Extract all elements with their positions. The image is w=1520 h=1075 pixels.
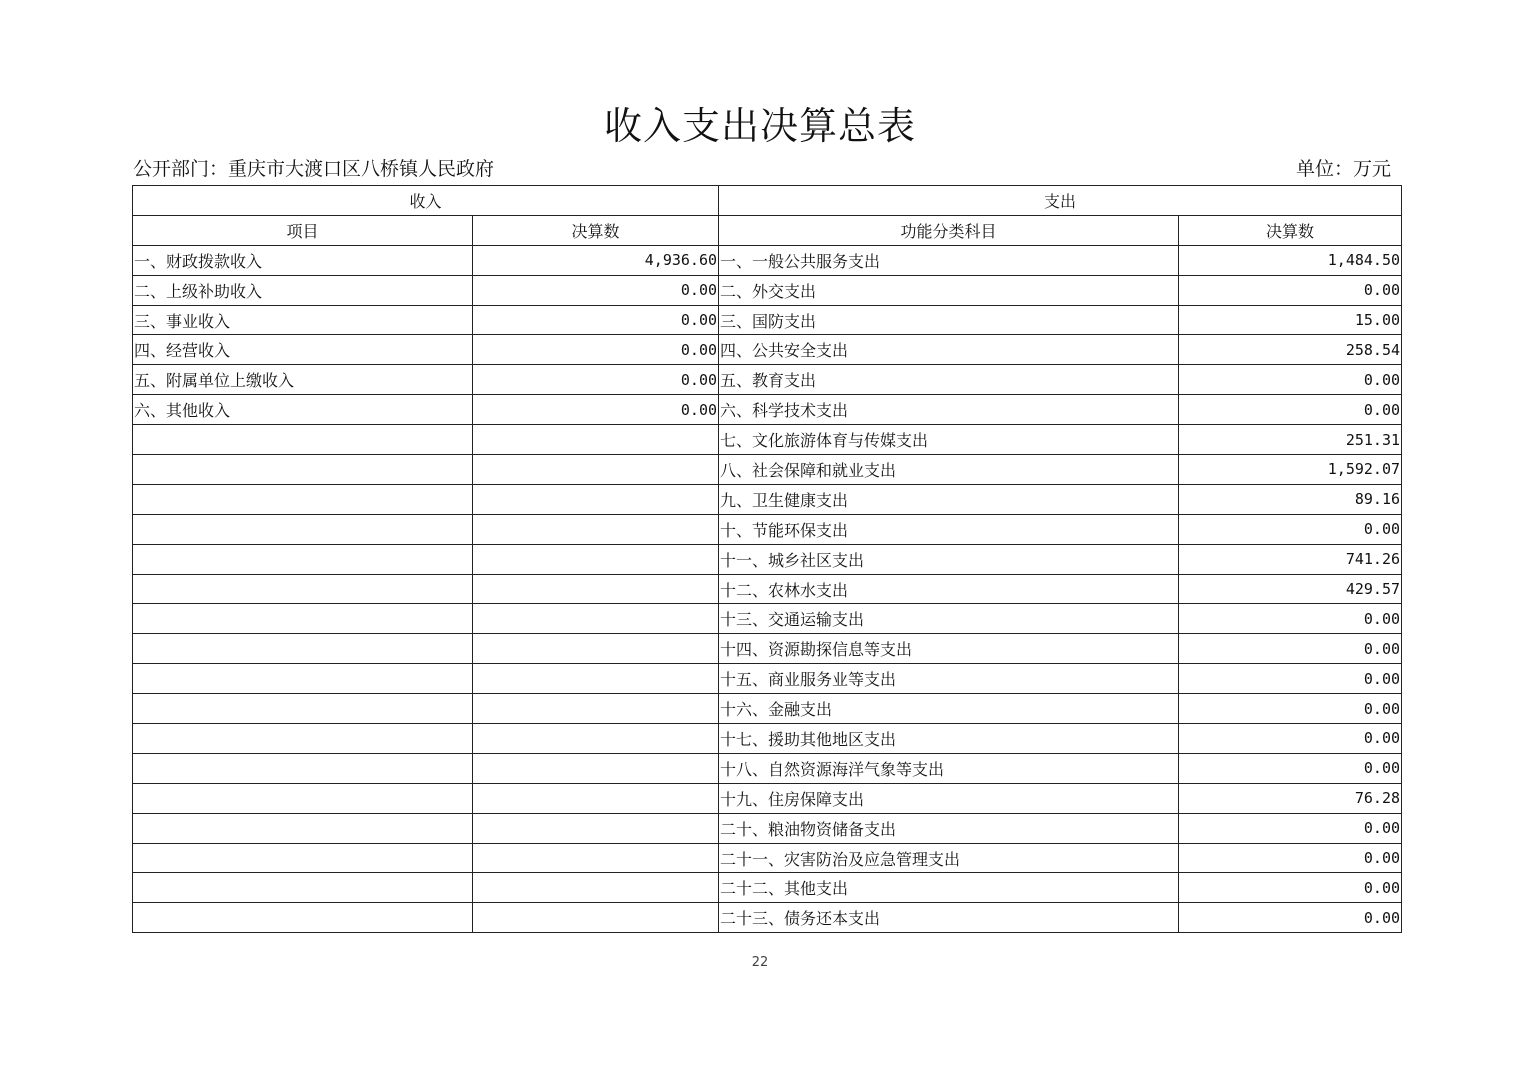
expense-item-cell: 三、国防支出: [719, 305, 1179, 335]
table-row: [133, 245, 1402, 275]
income-amount-cell: [473, 813, 719, 843]
unit-label: 单位：万元: [1295, 158, 1391, 180]
expense-group-header: 支出: [719, 186, 1402, 216]
income-item-cell: [133, 783, 473, 813]
income-item-cell: [133, 843, 473, 873]
expense-amount-cell: 429.57: [1179, 574, 1402, 604]
income-amount-cell: [473, 455, 719, 485]
table-row: [133, 903, 1402, 933]
expense-amount-cell: 251.31: [1179, 425, 1402, 455]
income-amount-cell: 0.00: [473, 335, 719, 365]
income-item-cell: [133, 813, 473, 843]
income-item-header: 项目: [133, 215, 473, 245]
income-amount-cell: [473, 903, 719, 933]
income-amount-header: 决算数: [473, 215, 719, 245]
income-item-cell: 四、经营收入: [133, 335, 473, 365]
expense-amount-cell: 0.00: [1179, 873, 1402, 903]
table-row: [133, 873, 1402, 903]
income-amount-cell: [473, 843, 719, 873]
expense-item-cell: 八、社会保障和就业支出: [719, 455, 1179, 485]
expense-amount-cell: 741.26: [1179, 544, 1402, 574]
expense-item-cell: 五、教育支出: [719, 365, 1179, 395]
group-header-row: [133, 186, 1402, 216]
expense-amount-header: 决算数: [1179, 215, 1402, 245]
income-item-cell: 五、附属单位上缴收入: [133, 365, 473, 395]
expense-item-cell: 七、文化旅游体育与传媒支出: [719, 425, 1179, 455]
expense-item-cell: 二、外交支出: [719, 275, 1179, 305]
income-amount-cell: [473, 634, 719, 664]
income-amount-cell: [473, 724, 719, 754]
income-amount-cell: 0.00: [473, 275, 719, 305]
expense-item-cell: 十三、交通运输支出: [719, 604, 1179, 634]
expense-item-cell: 二十三、债务还本支出: [719, 903, 1179, 933]
expense-amount-cell: 0.00: [1179, 753, 1402, 783]
expense-item-cell: 十九、住房保障支出: [719, 783, 1179, 813]
page-number: 22: [751, 955, 769, 970]
expense-item-cell: 十四、资源勘探信息等支出: [719, 634, 1179, 664]
table-row: [133, 604, 1402, 634]
table-row: [133, 574, 1402, 604]
expense-amount-cell: 0.00: [1179, 275, 1402, 305]
income-amount-cell: [473, 694, 719, 724]
income-amount-cell: 0.00: [473, 305, 719, 335]
income-amount-cell: [473, 514, 719, 544]
income-item-cell: [133, 514, 473, 544]
table-row: [133, 843, 1402, 873]
income-expense-table: [132, 185, 1402, 933]
income-item-cell: 三、事业收入: [133, 305, 473, 335]
income-item-cell: [133, 694, 473, 724]
expense-item-cell: 十二、农林水支出: [719, 574, 1179, 604]
expense-item-cell: 十五、商业服务业等支出: [719, 664, 1179, 694]
income-amount-cell: [473, 604, 719, 634]
expense-item-cell: 十六、金融支出: [719, 694, 1179, 724]
income-amount-cell: [473, 574, 719, 604]
table-row: [133, 694, 1402, 724]
expense-amount-cell: 1,592.07: [1179, 455, 1402, 485]
expense-amount-cell: 0.00: [1179, 724, 1402, 754]
expense-amount-cell: 0.00: [1179, 903, 1402, 933]
income-item-cell: [133, 574, 473, 604]
income-amount-cell: [473, 873, 719, 903]
income-item-cell: [133, 753, 473, 783]
page-title: 收入支出决算总表: [603, 104, 916, 148]
table-row: [133, 395, 1402, 425]
income-item-cell: [133, 664, 473, 694]
income-group-header: 收入: [133, 186, 719, 216]
table-row: [133, 484, 1402, 514]
table-row: [133, 305, 1402, 335]
table-row: [133, 634, 1402, 664]
income-amount-cell: [473, 484, 719, 514]
income-item-cell: [133, 604, 473, 634]
expense-amount-cell: 0.00: [1179, 813, 1402, 843]
table-row: [133, 544, 1402, 574]
income-item-cell: [133, 484, 473, 514]
income-item-cell: [133, 873, 473, 903]
income-amount-cell: [473, 783, 719, 813]
income-item-cell: [133, 724, 473, 754]
table-row: [133, 724, 1402, 754]
table-row: [133, 514, 1402, 544]
expense-item-cell: 九、卫生健康支出: [719, 484, 1179, 514]
expense-amount-cell: 0.00: [1179, 664, 1402, 694]
department-label: 公开部门：重庆市大渡口区八桥镇人民政府: [133, 158, 495, 180]
income-amount-cell: 0.00: [473, 395, 719, 425]
expense-item-cell: 十八、自然资源海洋气象等支出: [719, 753, 1179, 783]
table-row: [133, 664, 1402, 694]
income-item-cell: 六、其他收入: [133, 395, 473, 425]
income-amount-cell: [473, 664, 719, 694]
expense-item-cell: 一、一般公共服务支出: [719, 245, 1179, 275]
expense-item-header: 功能分类科目: [719, 215, 1179, 245]
expense-amount-cell: 89.16: [1179, 484, 1402, 514]
income-item-cell: 二、上级补助收入: [133, 275, 473, 305]
expense-amount-cell: 0.00: [1179, 365, 1402, 395]
table-row: [133, 455, 1402, 485]
income-amount-cell: 4,936.60: [473, 245, 719, 275]
expense-item-cell: 二十一、灾害防治及应急管理支出: [719, 843, 1179, 873]
income-item-cell: [133, 455, 473, 485]
expense-amount-cell: 15.00: [1179, 305, 1402, 335]
income-item-cell: [133, 634, 473, 664]
expense-item-cell: 十一、城乡社区支出: [719, 544, 1179, 574]
income-item-cell: 一、财政拨款收入: [133, 245, 473, 275]
report-meta: [133, 154, 1391, 184]
table-row: [133, 813, 1402, 843]
expense-amount-cell: 0.00: [1179, 634, 1402, 664]
expense-amount-cell: 76.28: [1179, 783, 1402, 813]
expense-amount-cell: 0.00: [1179, 843, 1402, 873]
income-amount-cell: [473, 425, 719, 455]
expense-amount-cell: 0.00: [1179, 395, 1402, 425]
table-row: [133, 335, 1402, 365]
income-amount-cell: 0.00: [473, 365, 719, 395]
table-row: [133, 275, 1402, 305]
expense-amount-cell: 0.00: [1179, 604, 1402, 634]
income-amount-cell: [473, 753, 719, 783]
income-item-cell: [133, 903, 473, 933]
expense-item-cell: 二十、粮油物资储备支出: [719, 813, 1179, 843]
table-body: [133, 245, 1402, 932]
table-row: [133, 783, 1402, 813]
expense-item-cell: 十、节能环保支出: [719, 514, 1179, 544]
expense-item-cell: 四、公共安全支出: [719, 335, 1179, 365]
expense-item-cell: 六、科学技术支出: [719, 395, 1179, 425]
income-amount-cell: [473, 544, 719, 574]
table-row: [133, 425, 1402, 455]
expense-item-cell: 十七、援助其他地区支出: [719, 724, 1179, 754]
table-row: [133, 753, 1402, 783]
expense-amount-cell: 0.00: [1179, 514, 1402, 544]
income-item-cell: [133, 544, 473, 574]
expense-amount-cell: 0.00: [1179, 694, 1402, 724]
expense-amount-cell: 1,484.50: [1179, 245, 1402, 275]
income-item-cell: [133, 425, 473, 455]
table-row: [133, 365, 1402, 395]
expense-amount-cell: 258.54: [1179, 335, 1402, 365]
column-header-row: [133, 215, 1402, 245]
expense-item-cell: 二十二、其他支出: [719, 873, 1179, 903]
